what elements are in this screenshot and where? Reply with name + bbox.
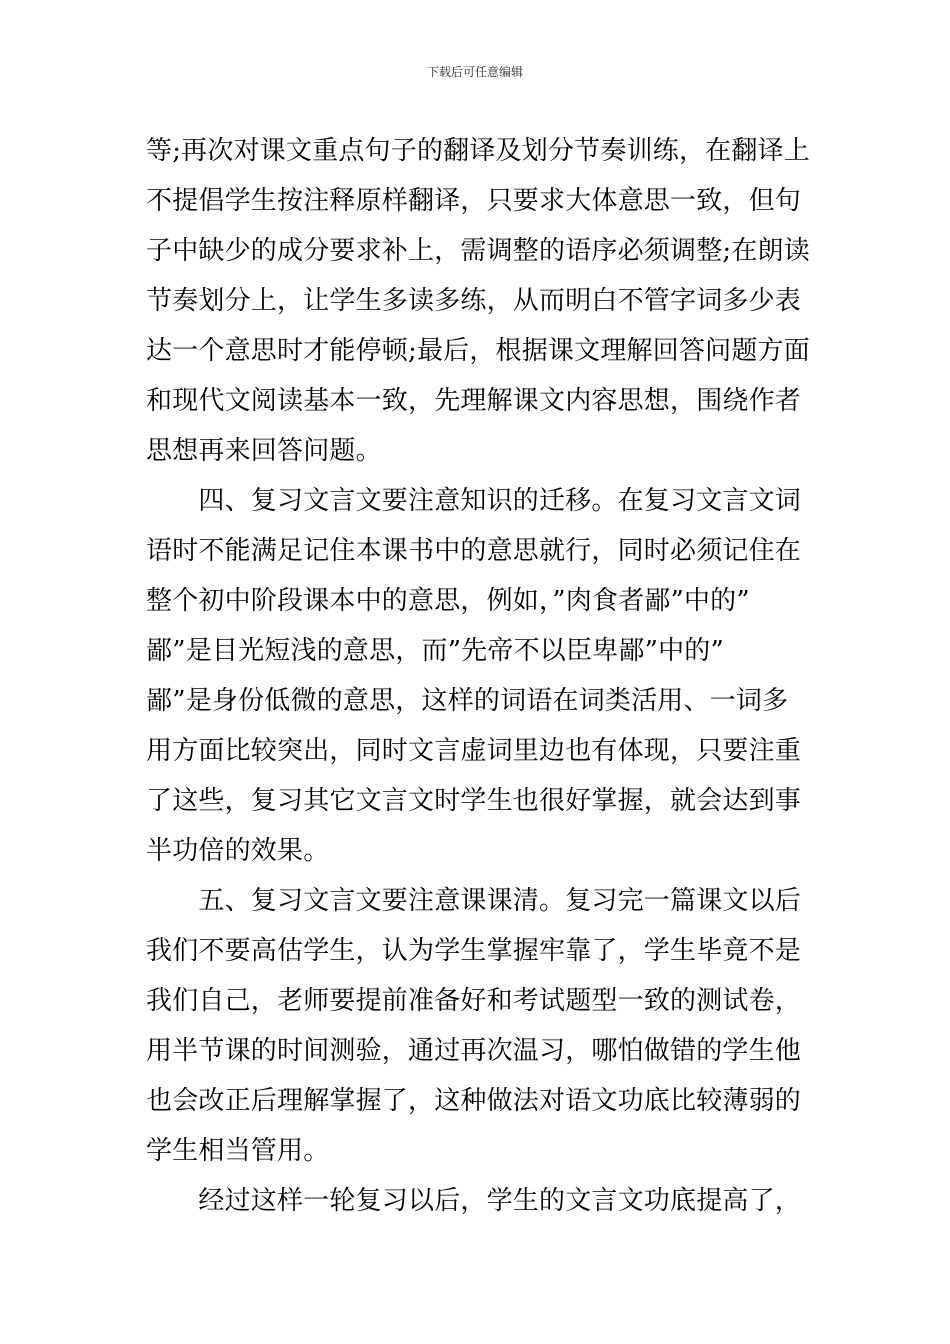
text-line: 达一个意思时才能停顿;最后，根据课文理解回答问题方面: [146, 336, 810, 366]
text-line: 思想再来回答问题。: [146, 436, 382, 466]
text-line: 也会改正后理解掌握了，这种做法对语文功底比较薄弱的: [146, 1086, 802, 1116]
text-line: 子中缺少的成分要求补上，需调整的语序必须调整;在朗读: [146, 236, 810, 266]
text-line: 经过这样一轮复习以后，学生的文言文功底提高了，: [146, 1186, 802, 1216]
text-line: 四、复习文言文要注意知识的迁移。在复习文言文词: [146, 486, 802, 516]
text-line: 学生相当管用。: [146, 1136, 330, 1166]
text-line: 用半节课的时间测验，通过再次温习，哪怕做错的学生他: [146, 1036, 802, 1066]
text-line: 鄙”是目光短浅的意思，而”先帝不以臣卑鄙”中的”: [146, 636, 724, 666]
text-line: 整个初中阶段课本中的意思，例如，”肉食者鄙”中的”: [146, 586, 750, 616]
text-line: 用方面比较突出，同时文言虚词里边也有体现，只要注重: [146, 736, 802, 766]
text-line: 语时不能满足记住本课书中的意思就行，同时必须记住在: [146, 536, 802, 566]
text-line: 了这些，复习其它文言文时学生也很好掌握，就会达到事: [146, 786, 802, 816]
text-line: 不提倡学生按注释原样翻译，只要求大体意思一致，但句: [146, 186, 802, 216]
text-line: 半功倍的效果。: [146, 836, 330, 866]
page-header: 下载后可任意编辑: [426, 65, 523, 79]
text-line: 节奏划分上，让学生多读多练，从而明白不管字词多少表: [146, 286, 802, 316]
text-line: 鄙”是身份低微的意思，这样的词语在词类活用、一词多: [146, 686, 789, 716]
document-body: [146, 126, 810, 1226]
text-line: 五、复习文言文要注意课课清。复习完一篇课文以后: [146, 886, 802, 916]
text-line: 我们自己，老师要提前准备好和考试题型一致的测试卷，: [146, 986, 802, 1016]
text-line: 我们不要高估学生，认为学生掌握牢靠了，学生毕竟不是: [146, 936, 802, 966]
text-line: 等;再次对课文重点句子的翻译及划分节奏训练，在翻译上: [146, 136, 810, 166]
text-line: 和现代文阅读基本一致，先理解课文内容思想，围绕作者: [146, 386, 802, 416]
